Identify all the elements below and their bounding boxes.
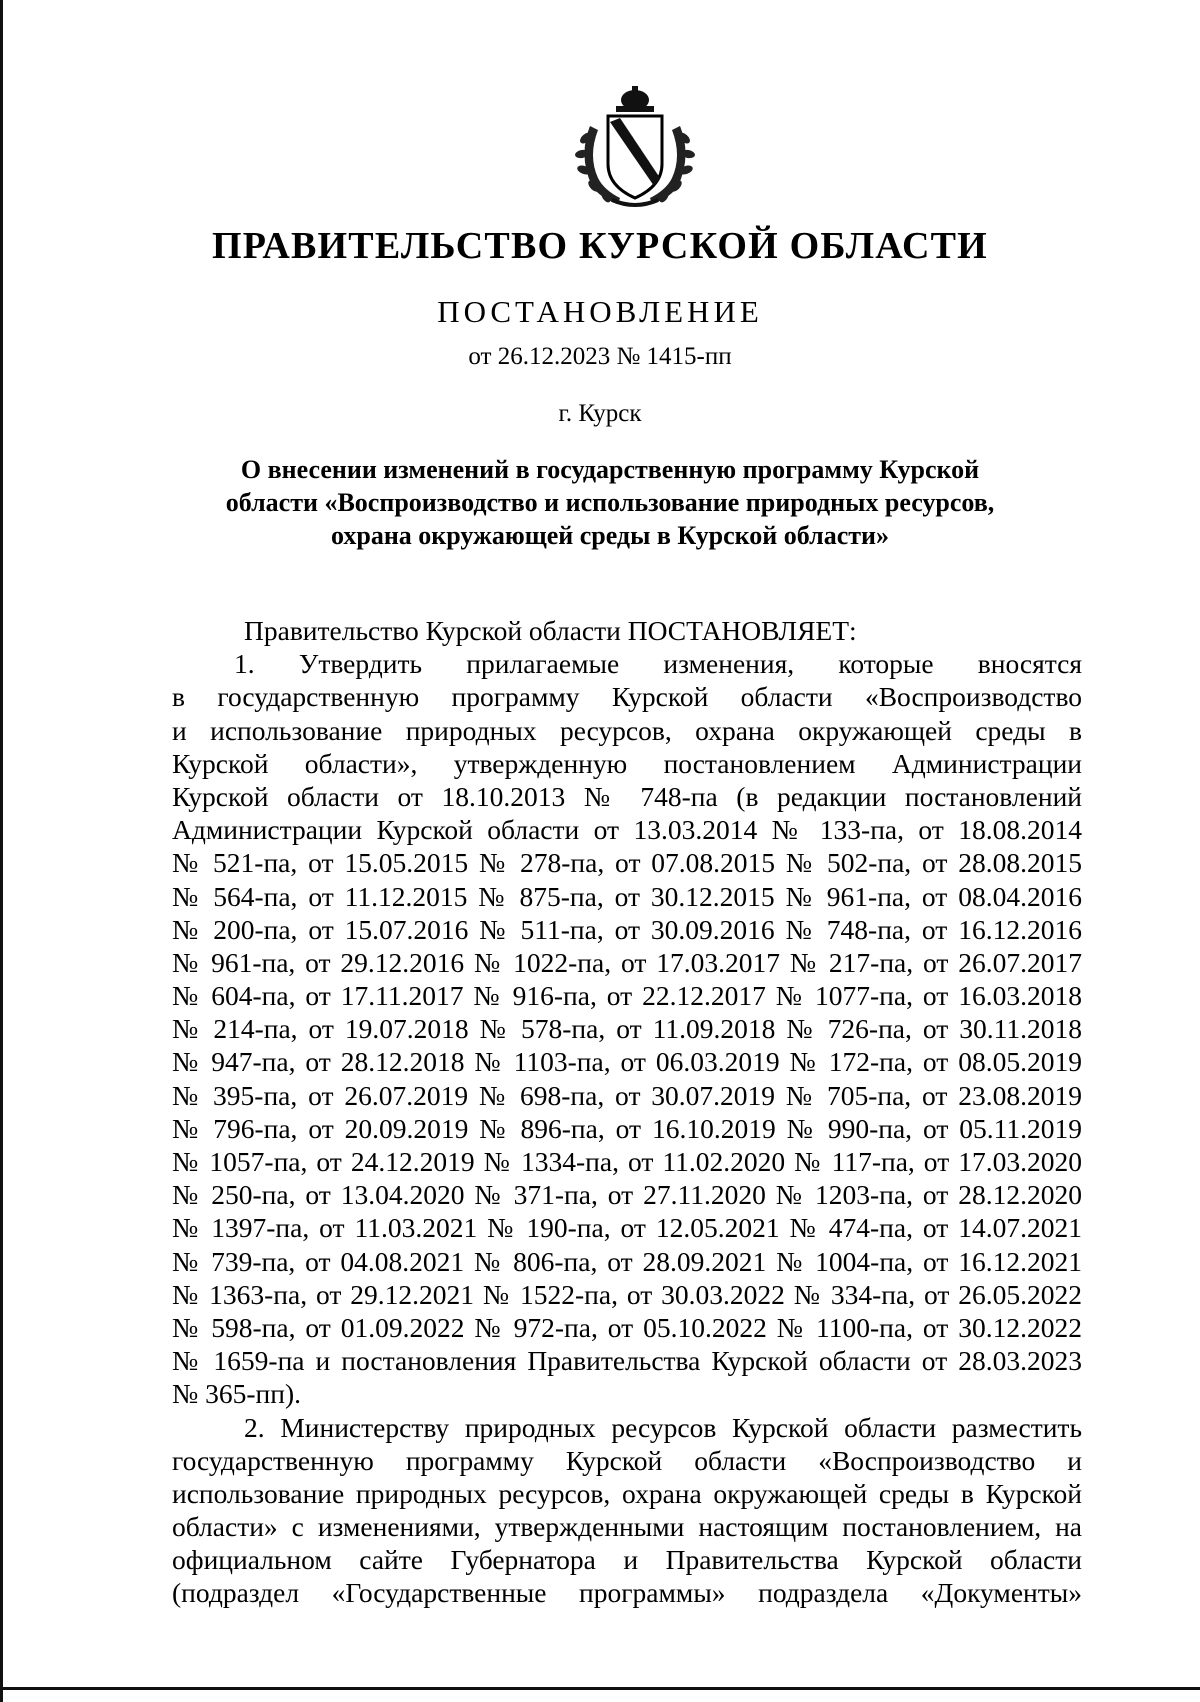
body-line: № 564-па, от 11.12.2015 № 875-па, от 30.12.2015 № 961-па, от 08.04.2016 <box>172 880 1082 912</box>
body-line: № 200-па, от 15.07.2016 № 511-па, от 30.09.2016 № 748-па, от 16.12.2016 <box>172 913 1082 945</box>
body-line: 2. Министерству природных ресурсов Курской области разместить <box>244 1411 1082 1443</box>
coat-of-arms-icon <box>570 86 700 211</box>
body-line: (подраздел «Государственные программы» подраздела «Документы» <box>172 1577 1082 1609</box>
document-city: г. Курск <box>558 400 642 427</box>
body-line: № 250-па, от 13.04.2020 № 371-па, от 27.11.2020 № 1203-па, от 28.12.2020 <box>172 1179 1082 1211</box>
organization-title: ПРАВИТЕЛЬСТВО КУРСКОЙ ОБЛАСТИ <box>212 225 988 267</box>
body-line: № 1057-па, от 24.12.2019 № 1334-па, от 11.02.2020 № 117-па, от 17.03.2020 <box>172 1146 1082 1177</box>
body-line: Администрации Курской области от 13.03.2014 № 133-па, от 18.08.2014 <box>172 814 1082 846</box>
body-line: № 961-па, от 29.12.2016 № 1022-па, от 17.03.2017 № 217-па, от 26.07.2017 <box>172 946 1082 978</box>
body-line: Курской области», утвержденную постановлением Администрации <box>172 747 1082 779</box>
document-body <box>172 614 1082 1610</box>
heading-line: охрана окружающей среды в Курской области» <box>331 521 889 550</box>
body-line: № 947-па, от 28.12.2018 № 1103-па, от 06.03.2019 № 172-па, от 08.05.2019 <box>172 1046 1082 1078</box>
body-line: № 1659-па и постановления Правительства Курской области от 28.03.2023 <box>172 1345 1082 1377</box>
scan-edge-bottom <box>0 1687 1200 1690</box>
body-line: Правительство Курской области ПОСТАНОВЛЯЕТ: <box>244 615 857 646</box>
body-line: № 796-па, от 20.09.2019 № 896-па, от 16.10.2019 № 990-па, от 05.11.2019 <box>172 1112 1082 1144</box>
body-line: 1. Утвердить прилагаемые изменения, которые вносятся <box>234 648 1082 680</box>
body-line: области» с изменениями, утвержденными настоящим постановлением, на <box>172 1511 1082 1543</box>
body-line: Курской области от 18.10.2013 № 748-па (в редакции постановлений <box>172 780 1082 812</box>
body-line: № 365-пп). <box>172 1378 301 1410</box>
body-line: и использование природных ресурсов, охрана окружающей среды в <box>172 714 1082 746</box>
body-line: официальном сайте Губернатора и Правительства Курской области <box>172 1544 1082 1576</box>
document-type: ПОСТАНОВЛЕНИЕ <box>437 294 763 329</box>
body-line: № 739-па, от 04.08.2021 № 806-па, от 28.09.2021 № 1004-па, от 16.12.2021 <box>172 1245 1082 1277</box>
body-line: в государственную программу Курской области «Воспроизводство <box>172 681 1082 713</box>
heading-line: О внесении изменений в государственную программу Курской <box>240 455 980 484</box>
body-line: № 214-па, от 19.07.2018 № 578-па, от 11.09.2018 № 726-па, от 30.11.2018 <box>172 1013 1082 1045</box>
document-number: от 26.12.2023 № 1415-пп <box>468 343 732 370</box>
body-line: № 1363-па, от 29.12.2021 № 1522-па, от 30.03.2022 № 334-па, от 26.05.2022 <box>172 1278 1082 1310</box>
body-line: государственную программу Курской области «Воспроизводство и <box>172 1444 1082 1476</box>
body-line: использование природных ресурсов, охрана окружающей среды в Курской <box>172 1477 1082 1509</box>
body-line: № 521-па, от 15.05.2015 № 278-па, от 07.08.2015 № 502-па, от 28.08.2015 <box>172 847 1082 879</box>
body-line: № 395-па, от 26.07.2019 № 698-па, от 30.07.2019 № 705-па, от 23.08.2019 <box>172 1079 1082 1111</box>
body-line: № 604-па, от 17.11.2017 № 916-па, от 22.12.2017 № 1077-па, от 16.03.2018 <box>172 980 1082 1012</box>
heading-line: области «Воспроизводство и использование природных ресурсов, <box>225 488 995 517</box>
document-heading <box>170 453 1050 552</box>
body-line: № 1397-па, от 11.03.2021 № 190-па, от 12.05.2021 № 474-па, от 14.07.2021 <box>172 1212 1082 1244</box>
body-line: № 598-па, от 01.09.2022 № 972-па, от 05.10.2022 № 1100-па, от 30.12.2022 <box>172 1311 1082 1343</box>
